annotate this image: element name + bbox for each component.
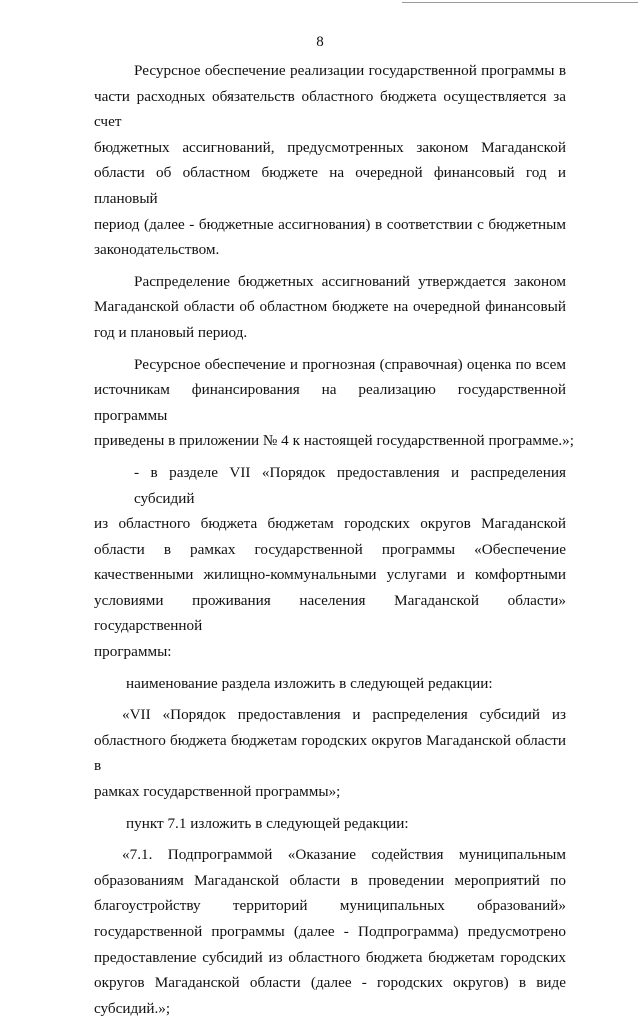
text-line: источникам финансирования на реализацию государственной программы <box>94 381 566 424</box>
text-line: законодательством. <box>94 241 220 259</box>
text-line: области в рамках государственной программы «Обеспечение <box>94 540 566 558</box>
text-line: субсидий.»; <box>94 999 171 1017</box>
text-line: предоставление субсидий из областного бюджета бюджетам городских <box>94 948 566 966</box>
text-line: «7.1. Подпрограммой «Оказание содействия муниципальным <box>122 846 566 864</box>
text-line: образованиям Магаданской области в проведении мероприятий по <box>94 871 566 889</box>
document-body <box>94 58 574 1021</box>
text-line: наименование раздела изложить в следующей редакции: <box>126 674 493 692</box>
text-line: Ресурсное обеспечение и прогнозная (справочная) оценка по всем <box>134 355 566 373</box>
paragraph-item-7-1 <box>94 842 566 1021</box>
text-line: период (далее - бюджетные ассигнования) в соответствии с бюджетным <box>94 215 566 233</box>
text-line: условиями проживания населения Магаданской области» государственной <box>94 591 566 635</box>
text-line: благоустройству территорий муниципальных образований» <box>94 897 566 915</box>
text-line: Магаданской области об областном бюджете на очередной финансовый <box>94 298 566 316</box>
paragraph-resource-provision <box>94 58 566 263</box>
text-line: бюджетных ассигнований, предусмотренных законом Магаданской <box>94 138 566 156</box>
text-line: программы: <box>94 643 172 661</box>
text-line: округов Магаданской области (далее - городских округов) в виде <box>94 974 566 992</box>
page-number: 8 <box>316 34 324 50</box>
text-line: Распределение бюджетных ассигнований утверждается законом <box>134 272 566 290</box>
text-line: Ресурсное обеспечение реализации государственной программы в <box>134 62 566 79</box>
paragraph-allocation <box>94 269 566 346</box>
top-edge-rule <box>402 2 638 3</box>
paragraph-item-instruction <box>94 811 566 837</box>
text-line: качественными жилищно-коммунальными услугами и комфортными <box>94 566 566 584</box>
text-line: рамках государственной программы»; <box>94 783 341 801</box>
text-line: пункт 7.1 изложить в следующей редакции: <box>126 814 409 832</box>
text-line: год и плановый период. <box>94 323 248 341</box>
paragraph-forecast-estimate <box>94 352 574 454</box>
text-line: государственной программы (далее - Подпрограмма) предусмотрено <box>94 923 566 940</box>
text-line: приведены в приложении № 4 к настоящей государственной программе.»; <box>94 432 574 450</box>
paragraph-section-vii <box>94 460 566 665</box>
text-line: части расходных обязательств областного бюджета осуществляется за счет <box>94 87 566 131</box>
paragraph-section-name-instruction <box>94 671 566 697</box>
paragraph-new-section-title <box>94 702 566 804</box>
text-line: области об областном бюджете на очередной финансовый год и плановый <box>94 164 566 207</box>
text-line: из областного бюджета бюджетам городских округов Магаданской <box>94 515 566 533</box>
text-line: «VII «Порядок предоставления и распределения субсидий из <box>122 706 566 724</box>
text-line: областного бюджета бюджетам городских округов Магаданской области в <box>94 731 566 775</box>
text-line: - в разделе VII «Порядок предоставления и распределения субсидий <box>134 463 566 507</box>
